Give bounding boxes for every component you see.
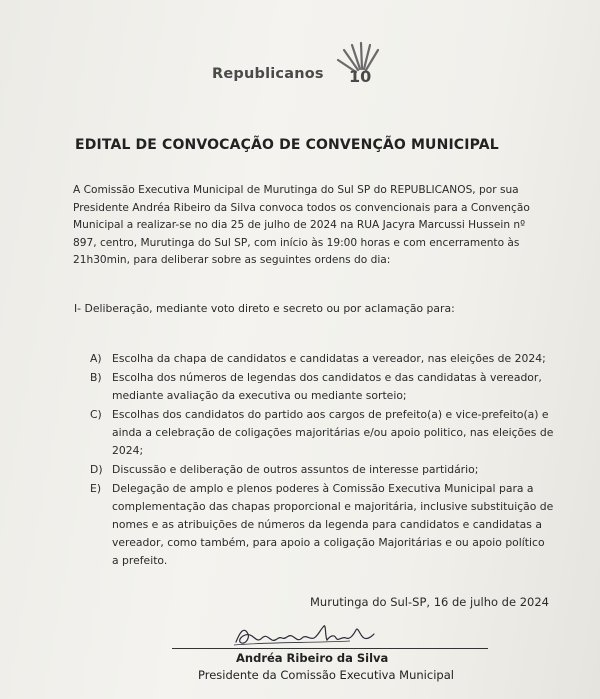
item-line: Escolha da chapa de candidatos e candidatas a vereador, nas eleições de 2024; — [112, 352, 546, 365]
agenda-item-d — [90, 461, 550, 479]
intro-line: 21h30min, para deliberar sobre as seguintes ordens do dia: — [73, 254, 391, 266]
logo-number: 10 — [349, 67, 372, 86]
signatory-role: Presidente da Comissão Executiva Municipal — [198, 668, 454, 682]
signature-line — [172, 648, 488, 649]
agenda-item-b — [90, 369, 550, 405]
item-marker: B) — [90, 371, 102, 384]
item-line: Escolhas dos candidatos do partido aos cargos de prefeito(a) e vice-prefeito(a) e — [112, 408, 549, 421]
item-marker: D) — [90, 463, 103, 476]
signatory-name: Andréa Ribeiro da Silva — [236, 651, 389, 665]
intro-line: Municipal a realizar-se no dia 25 de julho de 2024 na RUA Jacyra Marcussi Hussein nº — [73, 219, 526, 231]
item-line: Discussão e deliberação de outros assuntos de interesse partidário; — [112, 463, 479, 476]
item-marker: C) — [90, 408, 102, 421]
intro-line: A Comissão Executiva Municipal de Murutinga do Sul SP do REPUBLICANOS, por sua — [73, 184, 519, 196]
intro-line: 897, centro, Murutinga do Sul SP, com início às 19:00 horas e com encerramento às — [73, 236, 520, 249]
agenda-list — [90, 350, 554, 571]
date-line: Murutinga do Sul-SP, 16 de julho de 2024 — [310, 595, 549, 609]
item-marker: A) — [90, 352, 102, 365]
item-line: complementação das chapas proporcional e majoritária, inclusive substituição de — [112, 500, 554, 513]
item-line: 2024; — [112, 444, 144, 457]
document-title: EDITAL DE CONVOCAÇÃO DE CONVENÇÃO MUNICIPAL — [75, 137, 499, 153]
intro-line: Presidente Andréa Ribeiro da Silva convoca todos os convencionais para a Convenção — [73, 201, 530, 214]
logo-text: Republicanos — [212, 66, 324, 82]
republicanos-sunburst-icon — [330, 40, 400, 86]
agenda-item-c — [90, 406, 554, 460]
item-line: vereador, como também, para apoio a coligação Majoritárias e ou apoio político — [112, 536, 545, 549]
item-line: nomes e as atribuições de números da legenda para candidatos e candidatas a — [112, 518, 542, 531]
agenda-item-a — [90, 350, 550, 368]
item-marker: E) — [90, 482, 102, 495]
deliberation-heading: I- Deliberação, mediante voto direto e secreto ou por aclamação para: — [74, 302, 455, 315]
item-line: mediante avaliação da executiva ou mediante sorteio; — [112, 389, 407, 402]
item-line: Delegação de amplo e plenos poderes à Comissão Executiva Municipal para a — [112, 482, 534, 495]
item-line: a prefeito. — [112, 554, 168, 567]
intro-paragraph — [73, 182, 549, 270]
party-logo — [212, 40, 402, 86]
item-line: Escolha dos números de legendas dos candidatos e das candidatas à vereador, — [112, 371, 542, 384]
agenda-item-e — [90, 480, 554, 570]
item-line: ainda a celebração de coligações majoritárias e/ou apoio politico, nas eleições de — [112, 426, 554, 439]
